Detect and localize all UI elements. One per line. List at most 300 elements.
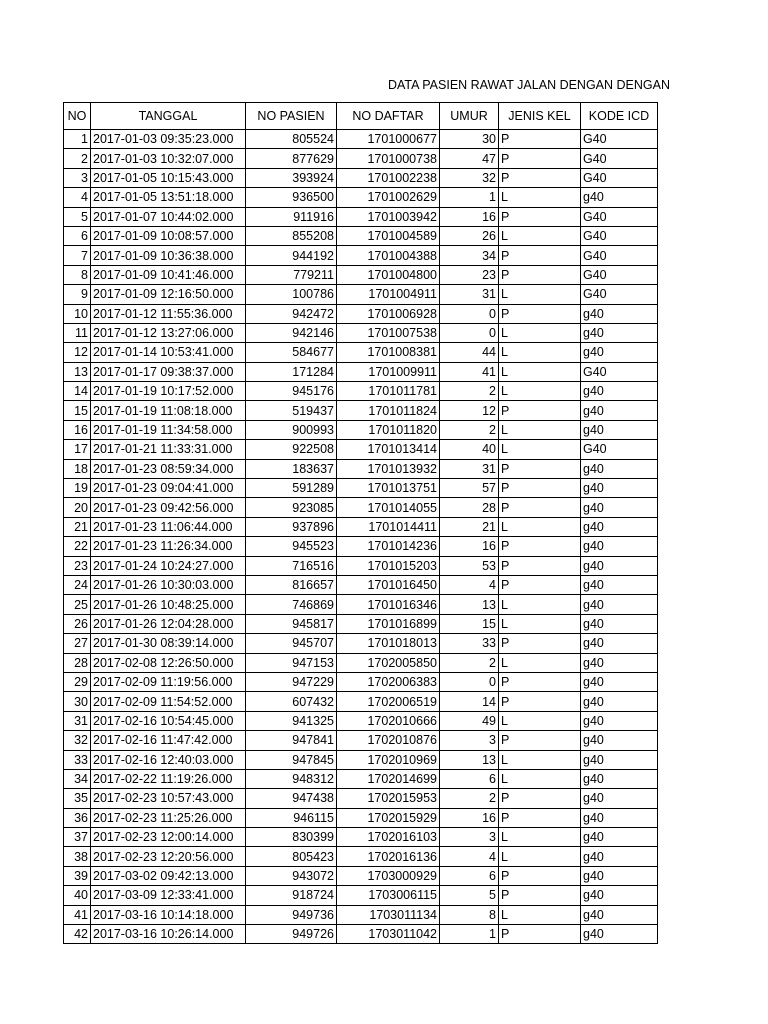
cell-no-daftar: 1701016899 — [337, 614, 440, 633]
cell-no-daftar: 1701004589 — [337, 226, 440, 245]
cell-jenis-kel: L — [499, 382, 581, 401]
cell-jenis-kel: P — [499, 808, 581, 827]
table-row — [64, 382, 658, 401]
cell-kode-icd: g40 — [581, 459, 658, 478]
cell-no: 31 — [64, 711, 91, 730]
cell-no-pasien: 941325 — [246, 711, 337, 730]
cell-no: 36 — [64, 808, 91, 827]
cell-no-daftar: 1701002238 — [337, 168, 440, 187]
cell-no-pasien: 877629 — [246, 149, 337, 168]
cell-tanggal: 2017-03-02 09:42:13.000 — [91, 866, 246, 885]
cell-no: 1 — [64, 130, 91, 149]
cell-tanggal: 2017-02-16 10:54:45.000 — [91, 711, 246, 730]
cell-jenis-kel: P — [499, 459, 581, 478]
cell-jenis-kel: L — [499, 188, 581, 207]
cell-umur: 28 — [440, 498, 499, 517]
cell-no-pasien: 100786 — [246, 285, 337, 304]
cell-kode-icd: g40 — [581, 731, 658, 750]
cell-umur: 44 — [440, 343, 499, 362]
cell-jenis-kel: P — [499, 537, 581, 556]
cell-no-pasien: 746869 — [246, 595, 337, 614]
cell-kode-icd: g40 — [581, 614, 658, 633]
table-row — [64, 440, 658, 459]
table-row — [64, 226, 658, 245]
column-header-jenis-kel: JENIS KEL — [499, 103, 581, 130]
cell-kode-icd: g40 — [581, 575, 658, 594]
cell-kode-icd: g40 — [581, 343, 658, 362]
cell-no-daftar: 1701008381 — [337, 343, 440, 362]
table-row — [64, 498, 658, 517]
cell-umur: 0 — [440, 672, 499, 691]
cell-no: 32 — [64, 731, 91, 750]
cell-no: 29 — [64, 672, 91, 691]
table-row — [64, 420, 658, 439]
cell-tanggal: 2017-02-23 10:57:43.000 — [91, 789, 246, 808]
cell-umur: 4 — [440, 575, 499, 594]
patient-table — [63, 102, 658, 944]
table-row — [64, 595, 658, 614]
cell-kode-icd: G40 — [581, 265, 658, 284]
cell-umur: 1 — [440, 925, 499, 944]
cell-umur: 6 — [440, 769, 499, 788]
cell-tanggal: 2017-01-26 10:48:25.000 — [91, 595, 246, 614]
cell-jenis-kel: L — [499, 711, 581, 730]
cell-no-pasien: 918724 — [246, 886, 337, 905]
cell-jenis-kel: P — [499, 575, 581, 594]
cell-kode-icd: g40 — [581, 866, 658, 885]
cell-no-daftar: 1702010969 — [337, 750, 440, 769]
cell-jenis-kel: P — [499, 401, 581, 420]
cell-tanggal: 2017-01-09 10:08:57.000 — [91, 226, 246, 245]
cell-tanggal: 2017-01-26 12:04:28.000 — [91, 614, 246, 633]
cell-umur: 12 — [440, 401, 499, 420]
cell-no-pasien: 584677 — [246, 343, 337, 362]
cell-no-pasien: 607432 — [246, 692, 337, 711]
table-row — [64, 362, 658, 381]
cell-umur: 14 — [440, 692, 499, 711]
column-header-no: NO — [64, 103, 91, 130]
cell-no-daftar: 1701011824 — [337, 401, 440, 420]
cell-no: 18 — [64, 459, 91, 478]
cell-kode-icd: G40 — [581, 285, 658, 304]
cell-jenis-kel: L — [499, 517, 581, 536]
cell-jenis-kel: P — [499, 246, 581, 265]
cell-jenis-kel: L — [499, 750, 581, 769]
cell-tanggal: 2017-01-03 09:35:23.000 — [91, 130, 246, 149]
table-row — [64, 769, 658, 788]
table-row — [64, 479, 658, 498]
cell-kode-icd: g40 — [581, 808, 658, 827]
cell-no-pasien: 947845 — [246, 750, 337, 769]
cell-umur: 3 — [440, 731, 499, 750]
cell-no: 27 — [64, 634, 91, 653]
cell-umur: 40 — [440, 440, 499, 459]
cell-tanggal: 2017-01-23 08:59:34.000 — [91, 459, 246, 478]
cell-tanggal: 2017-01-23 09:42:56.000 — [91, 498, 246, 517]
table-row — [64, 750, 658, 769]
cell-no-daftar: 1702010876 — [337, 731, 440, 750]
column-header-no-pasien: NO PASIEN — [246, 103, 337, 130]
cell-no: 25 — [64, 595, 91, 614]
cell-kode-icd: G40 — [581, 130, 658, 149]
cell-umur: 33 — [440, 634, 499, 653]
cell-kode-icd: g40 — [581, 886, 658, 905]
column-header-no-daftar: NO DAFTAR — [337, 103, 440, 130]
cell-jenis-kel: P — [499, 207, 581, 226]
cell-jenis-kel: L — [499, 595, 581, 614]
cell-jenis-kel: L — [499, 226, 581, 245]
cell-no-daftar: 1701014055 — [337, 498, 440, 517]
table-row — [64, 343, 658, 362]
cell-no-pasien: 805423 — [246, 847, 337, 866]
cell-umur: 26 — [440, 226, 499, 245]
cell-tanggal: 2017-01-17 09:38:37.000 — [91, 362, 246, 381]
cell-kode-icd: G40 — [581, 362, 658, 381]
cell-kode-icd: G40 — [581, 207, 658, 226]
table-row — [64, 886, 658, 905]
cell-umur: 32 — [440, 168, 499, 187]
cell-tanggal: 2017-01-07 10:44:02.000 — [91, 207, 246, 226]
cell-kode-icd: g40 — [581, 828, 658, 847]
header-row — [64, 103, 658, 130]
cell-no-daftar: 1701011781 — [337, 382, 440, 401]
cell-kode-icd: g40 — [581, 905, 658, 924]
cell-kode-icd: g40 — [581, 517, 658, 536]
cell-tanggal: 2017-02-23 11:25:26.000 — [91, 808, 246, 827]
cell-kode-icd: G40 — [581, 149, 658, 168]
cell-tanggal: 2017-03-09 12:33:41.000 — [91, 886, 246, 905]
cell-umur: 4 — [440, 847, 499, 866]
cell-no-pasien: 949726 — [246, 925, 337, 944]
cell-jenis-kel: P — [499, 925, 581, 944]
cell-no-pasien: 945817 — [246, 614, 337, 633]
cell-jenis-kel: P — [499, 789, 581, 808]
cell-no: 33 — [64, 750, 91, 769]
cell-kode-icd: g40 — [581, 304, 658, 323]
cell-jenis-kel: P — [499, 634, 581, 653]
cell-no: 26 — [64, 614, 91, 633]
table-row — [64, 537, 658, 556]
cell-no-pasien: 949736 — [246, 905, 337, 924]
cell-tanggal: 2017-01-05 13:51:18.000 — [91, 188, 246, 207]
cell-kode-icd: g40 — [581, 556, 658, 575]
cell-kode-icd: g40 — [581, 925, 658, 944]
cell-umur: 41 — [440, 362, 499, 381]
cell-tanggal: 2017-01-19 10:17:52.000 — [91, 382, 246, 401]
cell-no-pasien: 779211 — [246, 265, 337, 284]
cell-tanggal: 2017-02-16 12:40:03.000 — [91, 750, 246, 769]
table-row — [64, 149, 658, 168]
cell-umur: 31 — [440, 459, 499, 478]
cell-tanggal: 2017-02-23 12:00:14.000 — [91, 828, 246, 847]
cell-jenis-kel: L — [499, 343, 581, 362]
cell-umur: 0 — [440, 323, 499, 342]
cell-jenis-kel: P — [499, 692, 581, 711]
cell-umur: 16 — [440, 808, 499, 827]
cell-no-pasien: 911916 — [246, 207, 337, 226]
cell-umur: 2 — [440, 789, 499, 808]
document-title: DATA PASIEN RAWAT JALAN DENGAN DENGAN — [388, 78, 670, 92]
cell-no-daftar: 1701004800 — [337, 265, 440, 284]
cell-no: 15 — [64, 401, 91, 420]
cell-jenis-kel: P — [499, 498, 581, 517]
cell-tanggal: 2017-01-14 10:53:41.000 — [91, 343, 246, 362]
cell-no-pasien: 942472 — [246, 304, 337, 323]
table-row — [64, 517, 658, 536]
cell-tanggal: 2017-02-16 11:47:42.000 — [91, 731, 246, 750]
cell-no: 22 — [64, 537, 91, 556]
cell-no-pasien: 171284 — [246, 362, 337, 381]
cell-jenis-kel: L — [499, 285, 581, 304]
cell-no-pasien: 945176 — [246, 382, 337, 401]
cell-kode-icd: g40 — [581, 595, 658, 614]
table-row — [64, 692, 658, 711]
cell-umur: 2 — [440, 382, 499, 401]
cell-no-daftar: 1703006115 — [337, 886, 440, 905]
cell-no-daftar: 1701006928 — [337, 304, 440, 323]
cell-jenis-kel: P — [499, 672, 581, 691]
cell-umur: 1 — [440, 188, 499, 207]
cell-no-daftar: 1702010666 — [337, 711, 440, 730]
cell-tanggal: 2017-01-09 10:41:46.000 — [91, 265, 246, 284]
cell-no: 34 — [64, 769, 91, 788]
cell-tanggal: 2017-01-21 11:33:31.000 — [91, 440, 246, 459]
cell-no-daftar: 1701000738 — [337, 149, 440, 168]
cell-kode-icd: g40 — [581, 323, 658, 342]
cell-no-pasien: 805524 — [246, 130, 337, 149]
cell-umur: 6 — [440, 866, 499, 885]
table-row — [64, 789, 658, 808]
cell-kode-icd: g40 — [581, 382, 658, 401]
cell-kode-icd: g40 — [581, 479, 658, 498]
table-row — [64, 634, 658, 653]
cell-jenis-kel: L — [499, 440, 581, 459]
cell-tanggal: 2017-01-05 10:15:43.000 — [91, 168, 246, 187]
cell-jenis-kel: P — [499, 265, 581, 284]
table-row — [64, 304, 658, 323]
cell-jenis-kel: P — [499, 731, 581, 750]
cell-no: 39 — [64, 866, 91, 885]
cell-umur: 15 — [440, 614, 499, 633]
cell-no-pasien: 947438 — [246, 789, 337, 808]
cell-kode-icd: g40 — [581, 692, 658, 711]
cell-tanggal: 2017-02-22 11:19:26.000 — [91, 769, 246, 788]
cell-no-daftar: 1702015953 — [337, 789, 440, 808]
cell-kode-icd: G40 — [581, 440, 658, 459]
cell-no-pasien: 830399 — [246, 828, 337, 847]
cell-kode-icd: g40 — [581, 401, 658, 420]
cell-no: 3 — [64, 168, 91, 187]
cell-no-daftar: 1702006519 — [337, 692, 440, 711]
cell-tanggal: 2017-01-23 09:04:41.000 — [91, 479, 246, 498]
cell-no: 30 — [64, 692, 91, 711]
cell-tanggal: 2017-01-09 10:36:38.000 — [91, 246, 246, 265]
table-row — [64, 808, 658, 827]
table-row — [64, 711, 658, 730]
cell-jenis-kel: L — [499, 323, 581, 342]
cell-no-pasien: 936500 — [246, 188, 337, 207]
cell-jenis-kel: P — [499, 886, 581, 905]
cell-no-daftar: 1702015929 — [337, 808, 440, 827]
table-row — [64, 672, 658, 691]
cell-umur: 23 — [440, 265, 499, 284]
table-row — [64, 925, 658, 944]
cell-no-daftar: 1701011820 — [337, 420, 440, 439]
cell-kode-icd: g40 — [581, 498, 658, 517]
cell-no: 11 — [64, 323, 91, 342]
column-header-kode-icd: KODE ICD — [581, 103, 658, 130]
cell-no: 19 — [64, 479, 91, 498]
cell-tanggal: 2017-01-03 10:32:07.000 — [91, 149, 246, 168]
cell-kode-icd: g40 — [581, 420, 658, 439]
cell-umur: 2 — [440, 420, 499, 439]
cell-no-pasien: 922508 — [246, 440, 337, 459]
cell-no: 42 — [64, 925, 91, 944]
cell-no: 17 — [64, 440, 91, 459]
cell-kode-icd: G40 — [581, 168, 658, 187]
cell-umur: 49 — [440, 711, 499, 730]
cell-no-pasien: 591289 — [246, 479, 337, 498]
cell-no-pasien: 519437 — [246, 401, 337, 420]
cell-no: 16 — [64, 420, 91, 439]
cell-no-daftar: 1701000677 — [337, 130, 440, 149]
cell-no: 8 — [64, 265, 91, 284]
table-row — [64, 323, 658, 342]
cell-no-daftar: 1702005850 — [337, 653, 440, 672]
cell-umur: 53 — [440, 556, 499, 575]
table-row — [64, 866, 658, 885]
cell-no-pasien: 393924 — [246, 168, 337, 187]
cell-tanggal: 2017-01-23 11:26:34.000 — [91, 537, 246, 556]
cell-kode-icd: g40 — [581, 634, 658, 653]
cell-no-pasien: 945707 — [246, 634, 337, 653]
cell-no-pasien: 937896 — [246, 517, 337, 536]
cell-kode-icd: g40 — [581, 750, 658, 769]
cell-kode-icd: g40 — [581, 789, 658, 808]
cell-umur: 8 — [440, 905, 499, 924]
cell-tanggal: 2017-02-08 12:26:50.000 — [91, 653, 246, 672]
cell-tanggal: 2017-01-19 11:08:18.000 — [91, 401, 246, 420]
table-row — [64, 130, 658, 149]
cell-jenis-kel: P — [499, 168, 581, 187]
cell-no: 40 — [64, 886, 91, 905]
cell-umur: 0 — [440, 304, 499, 323]
cell-umur: 31 — [440, 285, 499, 304]
cell-no: 13 — [64, 362, 91, 381]
cell-jenis-kel: L — [499, 614, 581, 633]
cell-jenis-kel: L — [499, 905, 581, 924]
cell-umur: 13 — [440, 595, 499, 614]
cell-no-daftar: 1701004388 — [337, 246, 440, 265]
cell-no: 28 — [64, 653, 91, 672]
cell-umur: 30 — [440, 130, 499, 149]
cell-jenis-kel: P — [499, 866, 581, 885]
table-row — [64, 847, 658, 866]
cell-no: 5 — [64, 207, 91, 226]
cell-no: 24 — [64, 575, 91, 594]
cell-kode-icd: g40 — [581, 847, 658, 866]
cell-umur: 16 — [440, 207, 499, 226]
cell-no: 37 — [64, 828, 91, 847]
cell-kode-icd: g40 — [581, 769, 658, 788]
cell-tanggal: 2017-03-16 10:26:14.000 — [91, 925, 246, 944]
cell-jenis-kel: P — [499, 556, 581, 575]
cell-umur: 3 — [440, 828, 499, 847]
cell-no-pasien: 948312 — [246, 769, 337, 788]
cell-kode-icd: g40 — [581, 672, 658, 691]
cell-no-pasien: 816657 — [246, 575, 337, 594]
table-row — [64, 653, 658, 672]
cell-no-daftar: 1701009911 — [337, 362, 440, 381]
cell-umur: 5 — [440, 886, 499, 905]
cell-no: 10 — [64, 304, 91, 323]
cell-no-pasien: 923085 — [246, 498, 337, 517]
cell-no: 35 — [64, 789, 91, 808]
cell-tanggal: 2017-01-19 11:34:58.000 — [91, 420, 246, 439]
cell-kode-icd: g40 — [581, 188, 658, 207]
table-row — [64, 285, 658, 304]
cell-no-daftar: 1701016346 — [337, 595, 440, 614]
column-header-tanggal: TANGGAL — [91, 103, 246, 130]
cell-jenis-kel: L — [499, 828, 581, 847]
cell-tanggal: 2017-01-26 10:30:03.000 — [91, 575, 246, 594]
cell-no-daftar: 1701003942 — [337, 207, 440, 226]
cell-tanggal: 2017-02-23 12:20:56.000 — [91, 847, 246, 866]
cell-no-pasien: 183637 — [246, 459, 337, 478]
cell-no-daftar: 1701013932 — [337, 459, 440, 478]
cell-no-daftar: 1702016136 — [337, 847, 440, 866]
cell-tanggal: 2017-01-09 12:16:50.000 — [91, 285, 246, 304]
cell-no: 4 — [64, 188, 91, 207]
cell-kode-icd: g40 — [581, 711, 658, 730]
cell-no-daftar: 1703011134 — [337, 905, 440, 924]
table-row — [64, 246, 658, 265]
table-row — [64, 556, 658, 575]
table-row — [64, 614, 658, 633]
cell-no: 14 — [64, 382, 91, 401]
cell-jenis-kel: P — [499, 149, 581, 168]
cell-tanggal: 2017-01-12 13:27:06.000 — [91, 323, 246, 342]
cell-tanggal: 2017-01-24 10:24:27.000 — [91, 556, 246, 575]
cell-umur: 2 — [440, 653, 499, 672]
cell-jenis-kel: L — [499, 847, 581, 866]
cell-no-daftar: 1701014236 — [337, 537, 440, 556]
cell-jenis-kel: P — [499, 479, 581, 498]
cell-jenis-kel: L — [499, 769, 581, 788]
cell-jenis-kel: P — [499, 130, 581, 149]
cell-no-daftar: 1701002629 — [337, 188, 440, 207]
table-row — [64, 731, 658, 750]
table-row — [64, 905, 658, 924]
cell-no-daftar: 1701013751 — [337, 479, 440, 498]
cell-no-daftar: 1702006383 — [337, 672, 440, 691]
cell-kode-icd: g40 — [581, 653, 658, 672]
table-row — [64, 168, 658, 187]
cell-no: 23 — [64, 556, 91, 575]
cell-no-daftar: 1701007538 — [337, 323, 440, 342]
cell-no-pasien: 946115 — [246, 808, 337, 827]
column-header-umur: UMUR — [440, 103, 499, 130]
cell-umur: 47 — [440, 149, 499, 168]
cell-jenis-kel: P — [499, 304, 581, 323]
cell-tanggal: 2017-02-09 11:54:52.000 — [91, 692, 246, 711]
cell-no-pasien: 943072 — [246, 866, 337, 885]
cell-no-pasien: 855208 — [246, 226, 337, 245]
cell-no: 12 — [64, 343, 91, 362]
cell-no-daftar: 1702014699 — [337, 769, 440, 788]
cell-no-pasien: 942146 — [246, 323, 337, 342]
cell-tanggal: 2017-02-09 11:19:56.000 — [91, 672, 246, 691]
